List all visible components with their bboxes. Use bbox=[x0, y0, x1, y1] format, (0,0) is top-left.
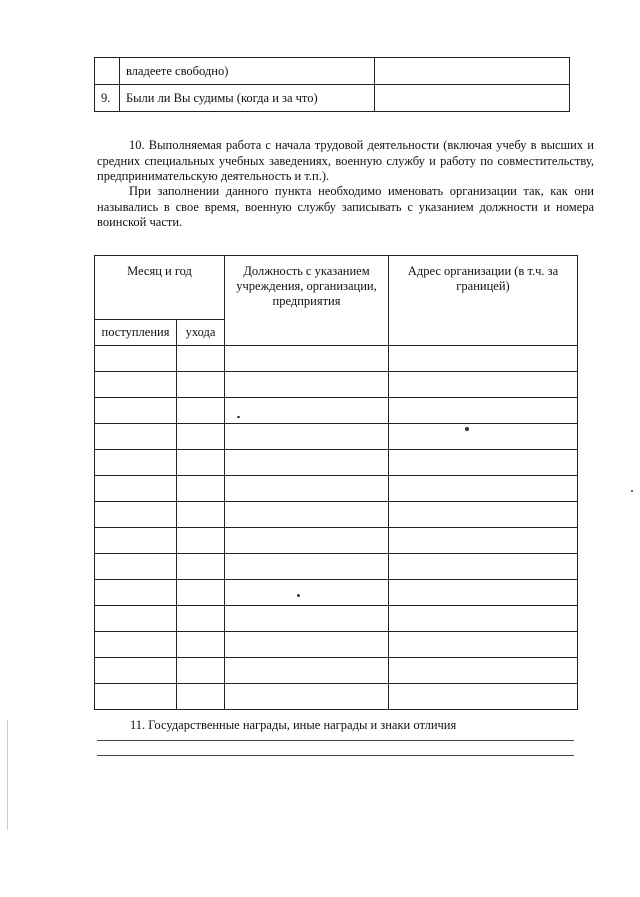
start-date-cell[interactable] bbox=[95, 580, 177, 606]
end-date-cell[interactable] bbox=[177, 658, 225, 684]
address-cell[interactable] bbox=[389, 554, 578, 580]
question-number: 9. bbox=[95, 85, 120, 112]
table-row bbox=[95, 502, 578, 528]
work-history-table bbox=[94, 255, 578, 710]
table-row bbox=[95, 372, 578, 398]
address-cell[interactable] bbox=[389, 528, 578, 554]
answer-field[interactable] bbox=[375, 58, 570, 85]
table-row bbox=[95, 424, 578, 450]
table-header-row bbox=[95, 256, 578, 320]
position-cell[interactable] bbox=[225, 476, 389, 502]
table-row bbox=[95, 606, 578, 632]
answer-line[interactable] bbox=[97, 740, 574, 741]
end-date-cell[interactable] bbox=[177, 684, 225, 710]
table-row bbox=[95, 85, 570, 112]
position-cell[interactable] bbox=[225, 580, 389, 606]
end-date-cell[interactable] bbox=[177, 554, 225, 580]
address-cell[interactable] bbox=[389, 398, 578, 424]
header-position: Должность с указанием учреждения, организации, предприятия bbox=[225, 256, 389, 346]
address-cell[interactable] bbox=[389, 632, 578, 658]
position-cell[interactable] bbox=[225, 450, 389, 476]
table-row bbox=[95, 684, 578, 710]
end-date-cell[interactable] bbox=[177, 502, 225, 528]
table-row bbox=[95, 450, 578, 476]
address-cell[interactable] bbox=[389, 684, 578, 710]
end-date-cell[interactable] bbox=[177, 606, 225, 632]
position-cell[interactable] bbox=[225, 424, 389, 450]
start-date-cell[interactable] bbox=[95, 528, 177, 554]
table-row bbox=[95, 476, 578, 502]
position-cell[interactable] bbox=[225, 554, 389, 580]
section-10-text: 10. Выполняемая работа с начала трудовой деятельности (включая учебу в высших и средних специальных учебных заведениях, военную службу и работу по совместительству, предпринимательскую деятельность и т.п.). bbox=[97, 138, 594, 183]
position-cell[interactable] bbox=[225, 372, 389, 398]
start-date-cell[interactable] bbox=[95, 476, 177, 502]
section-11-title: 11. Государственные награды, иные награды и знаки отличия bbox=[130, 718, 457, 732]
header-end: ухода bbox=[177, 320, 225, 346]
table-row bbox=[95, 58, 570, 85]
address-cell[interactable] bbox=[389, 346, 578, 372]
start-date-cell[interactable] bbox=[95, 658, 177, 684]
start-date-cell[interactable] bbox=[95, 684, 177, 710]
start-date-cell[interactable] bbox=[95, 372, 177, 398]
address-cell[interactable] bbox=[389, 424, 578, 450]
scan-speck bbox=[631, 490, 633, 492]
address-cell[interactable] bbox=[389, 658, 578, 684]
scan-speck bbox=[237, 416, 240, 418]
position-cell[interactable] bbox=[225, 346, 389, 372]
address-cell[interactable] bbox=[389, 606, 578, 632]
start-date-cell[interactable] bbox=[95, 632, 177, 658]
answer-line[interactable] bbox=[97, 755, 574, 756]
answer-field[interactable] bbox=[375, 85, 570, 112]
header-start: поступления bbox=[95, 320, 177, 346]
end-date-cell[interactable] bbox=[177, 476, 225, 502]
question-number bbox=[95, 58, 120, 85]
table-row bbox=[95, 398, 578, 424]
address-cell[interactable] bbox=[389, 580, 578, 606]
end-date-cell[interactable] bbox=[177, 632, 225, 658]
header-month-year: Месяц и год bbox=[95, 256, 225, 320]
end-date-cell[interactable] bbox=[177, 346, 225, 372]
start-date-cell[interactable] bbox=[95, 502, 177, 528]
table-row bbox=[95, 658, 578, 684]
table-row bbox=[95, 346, 578, 372]
section-10-instructions: При заполнении данного пункта необходимо именовать организации так, как они назывались в свое время, военную службу записывать с указанием должности и номера воинской части. bbox=[97, 184, 594, 229]
table-row bbox=[95, 580, 578, 606]
start-date-cell[interactable] bbox=[95, 424, 177, 450]
address-cell[interactable] bbox=[389, 450, 578, 476]
end-date-cell[interactable] bbox=[177, 398, 225, 424]
start-date-cell[interactable] bbox=[95, 554, 177, 580]
end-date-cell[interactable] bbox=[177, 450, 225, 476]
end-date-cell[interactable] bbox=[177, 372, 225, 398]
position-cell[interactable] bbox=[225, 398, 389, 424]
end-date-cell[interactable] bbox=[177, 580, 225, 606]
position-cell[interactable] bbox=[225, 502, 389, 528]
question-text: Были ли Вы судимы (когда и за что) bbox=[119, 85, 374, 112]
address-cell[interactable] bbox=[389, 372, 578, 398]
question-text: владеете свободно) bbox=[119, 58, 374, 85]
end-date-cell[interactable] bbox=[177, 528, 225, 554]
header-address: Адрес организации (в т.ч. за границей) bbox=[389, 256, 578, 346]
address-cell[interactable] bbox=[389, 502, 578, 528]
previous-questions-table bbox=[94, 57, 570, 112]
scan-edge-shadow bbox=[7, 720, 8, 830]
scan-speck bbox=[297, 594, 300, 597]
table-row bbox=[95, 554, 578, 580]
position-cell[interactable] bbox=[225, 658, 389, 684]
table-row bbox=[95, 632, 578, 658]
address-cell[interactable] bbox=[389, 476, 578, 502]
position-cell[interactable] bbox=[225, 684, 389, 710]
position-cell[interactable] bbox=[225, 528, 389, 554]
start-date-cell[interactable] bbox=[95, 606, 177, 632]
position-cell[interactable] bbox=[225, 632, 389, 658]
table-row bbox=[95, 528, 578, 554]
start-date-cell[interactable] bbox=[95, 346, 177, 372]
position-cell[interactable] bbox=[225, 606, 389, 632]
start-date-cell[interactable] bbox=[95, 398, 177, 424]
end-date-cell[interactable] bbox=[177, 424, 225, 450]
start-date-cell[interactable] bbox=[95, 450, 177, 476]
scan-speck bbox=[465, 427, 469, 431]
